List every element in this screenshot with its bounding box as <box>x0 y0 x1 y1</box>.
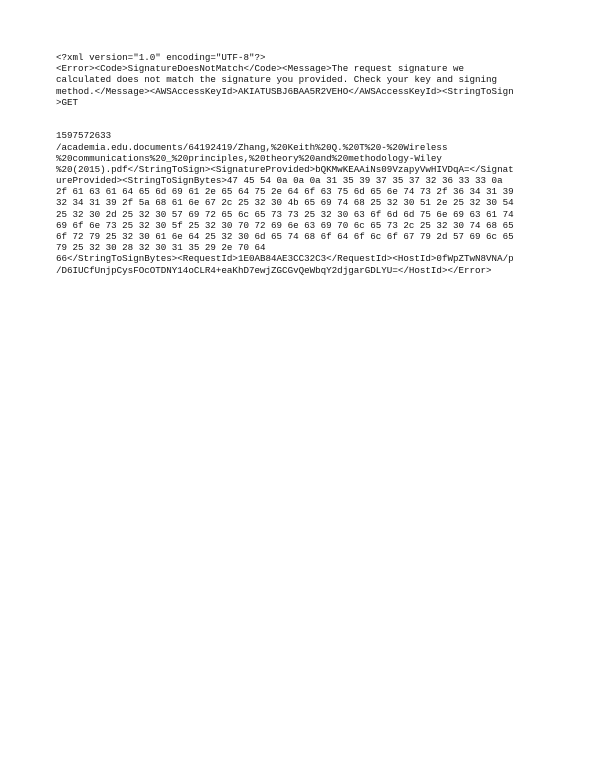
text-line: /academia.edu.documents/64192419/Zhang,%20Keith%20Q.%20T%20-%20Wireless <box>56 141 448 153</box>
text-line: /D6IUCfUnjpCysFOcOTDNY14oCLR4+eaKhD7ewjZGCGvQeWbqY2djgarGDLYU=</HostId></Error> <box>56 264 492 276</box>
text-line: calculated does not match the signature you provided. Check your key and signing <box>56 74 498 86</box>
text-line: 32 34 31 39 2f 5a 68 61 6e 67 2c 25 32 30 4b 65 69 74 68 25 32 30 51 2e 25 32 30 54 <box>56 197 514 209</box>
text-line: 66</StringToSignBytes><RequestId>1E0AB84AE3CC32C3</RequestId><HostId>0fWpZTwN8VNA/p <box>56 253 514 265</box>
text-line: 69 6f 6e 73 25 32 30 5f 25 32 30 70 72 69 6e 63 69 70 6c 65 73 2c 25 32 30 74 68 65 <box>56 219 514 231</box>
text-line: method.</Message><AWSAccessKeyId>AKIATUSBJ6BAA5R2VEHO</AWSAccessKeyId><StringToSign <box>56 85 514 97</box>
text-line: 2f 61 63 61 64 65 6d 69 61 2e 65 64 75 2e 64 6f 63 75 6d 65 6e 74 73 2f 36 34 31 39 <box>56 186 514 198</box>
blank-line <box>56 119 556 130</box>
text-line: 25 32 30 2d 25 32 30 57 69 72 65 6c 65 73 73 25 32 30 63 6f 6d 6d 75 6e 69 63 61 74 <box>56 208 514 220</box>
text-line: <?xml version="1.0" encoding="UTF-8"?> <box>56 52 266 63</box>
blank-line <box>56 108 556 119</box>
text-line: 6f 72 79 25 32 30 61 6e 64 25 32 30 6d 65 74 68 6f 64 6f 6c 6f 67 79 2d 57 69 6c 65 <box>56 231 514 242</box>
xml-error-document <box>56 52 556 276</box>
text-line: 1597572633 <box>56 130 112 142</box>
text-line: %20(2015).pdf</StringToSign><SignatureProvided>bQKMwKEAAiNs09VzapyVwHIVDqA=</Signat <box>56 163 514 175</box>
text-line: <Error><Code>SignatureDoesNotMatch</Code><Message>The request signature we <box>56 63 464 75</box>
text-line: 79 25 32 30 28 32 30 31 35 29 2e 70 64 <box>56 242 266 254</box>
text-line: ureProvided><StringToSignBytes>47 45 54 0a 0a 0a 31 35 39 37 35 37 32 36 33 33 0a <box>56 175 503 187</box>
text-line: %20communications%20_%20principles,%20theory%20and%20methodology-Wiley <box>56 152 442 164</box>
text-line: >GET <box>56 96 79 108</box>
